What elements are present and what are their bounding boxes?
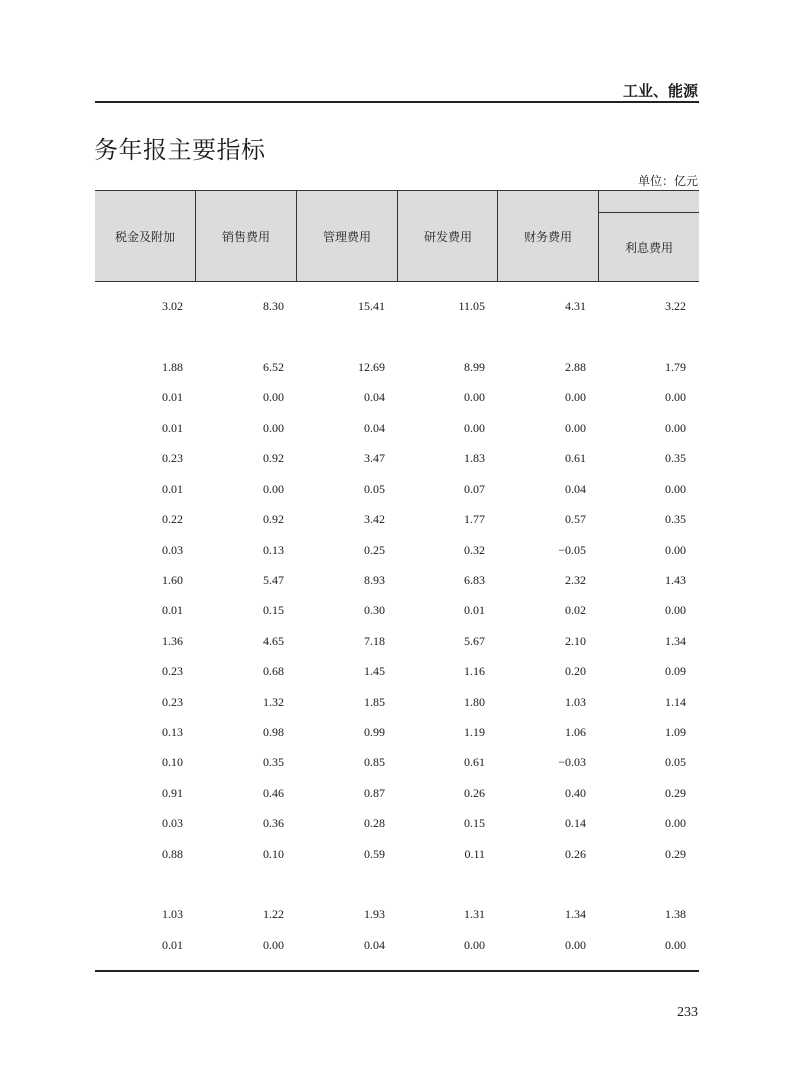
- table-row: [95, 421, 699, 441]
- table-cell: 1.14: [665, 695, 686, 709]
- table-row: [95, 482, 699, 502]
- table-row: [95, 573, 699, 593]
- table-cell: 0.05: [665, 755, 686, 769]
- table-cell: 2.10: [565, 634, 586, 648]
- table-cell: −0.03: [558, 755, 586, 769]
- table-cell: 0.00: [464, 390, 485, 404]
- table-cell: 6.83: [464, 573, 485, 587]
- table-cell: 1.32: [263, 695, 284, 709]
- table-cell: 0.04: [364, 390, 385, 404]
- table-row: [95, 786, 699, 806]
- table-row: [95, 390, 699, 410]
- bottom-rule: [95, 970, 699, 972]
- table-cell: 0.14: [565, 816, 586, 830]
- column-header-financial-expenses: 财务费用: [523, 229, 572, 244]
- page-title: 务年报主要指标: [94, 136, 266, 164]
- table-cell: 0.09: [665, 664, 686, 678]
- table-cell: 1.31: [464, 907, 485, 921]
- table-row: [95, 543, 699, 563]
- table-cell: 0.92: [263, 451, 284, 465]
- table-cell: 0.23: [162, 664, 183, 678]
- table-header: [95, 190, 699, 282]
- table-cell: 1.80: [464, 695, 485, 709]
- table-cell: 12.69: [358, 360, 385, 374]
- table-cell: 0.30: [364, 603, 385, 617]
- table-cell: 0.35: [665, 512, 686, 526]
- table-cell: 0.00: [665, 421, 686, 435]
- table-cell: 0.28: [364, 816, 385, 830]
- table-cell: 0.00: [565, 390, 586, 404]
- column-header-rd-expenses: 研发费用: [423, 229, 472, 244]
- table-cell: 0.10: [263, 847, 284, 861]
- table-row: [95, 664, 699, 684]
- table-cell: 5.67: [464, 634, 485, 648]
- table-cell: 0.46: [263, 786, 284, 800]
- table-cell: 0.01: [162, 938, 183, 952]
- table-cell: 0.01: [162, 482, 183, 496]
- table-cell: 1.85: [364, 695, 385, 709]
- table-row: [95, 451, 699, 471]
- table-cell: 3.42: [364, 512, 385, 526]
- table-cell: 0.00: [565, 938, 586, 952]
- table-cell: 0.00: [263, 482, 284, 496]
- column-header-interest-expenses: 利息费用: [624, 240, 673, 255]
- table-cell: −0.05: [558, 543, 586, 557]
- table-cell: 11.05: [458, 299, 485, 313]
- table-cell: 0.57: [565, 512, 586, 526]
- table-cell: 0.00: [263, 938, 284, 952]
- table-cell: 0.35: [665, 451, 686, 465]
- table-cell: 0.00: [565, 421, 586, 435]
- header-rule: [95, 101, 699, 103]
- table-cell: 1.03: [565, 695, 586, 709]
- table-cell: 0.26: [565, 847, 586, 861]
- table-cell: 0.99: [364, 725, 385, 739]
- table-cell: 1.38: [665, 907, 686, 921]
- column-header-admin-expenses: 管理费用: [322, 229, 371, 244]
- table-cell: 0.00: [665, 816, 686, 830]
- table-cell: 1.16: [464, 664, 485, 678]
- table-cell: 0.87: [364, 786, 385, 800]
- table-cell: 0.00: [263, 390, 284, 404]
- table-cell: 1.36: [162, 634, 183, 648]
- table-cell: 0.04: [565, 482, 586, 496]
- table-cell: 1.93: [364, 907, 385, 921]
- table-cell: 0.01: [162, 603, 183, 617]
- page-number: 233: [677, 1005, 698, 1020]
- table-cell: 3.22: [665, 299, 686, 313]
- section-label: 工业、能源: [622, 82, 698, 100]
- table-row: [95, 360, 699, 380]
- table-cell: 8.93: [364, 573, 385, 587]
- table-cell: 3.47: [364, 451, 385, 465]
- table-cell: 0.29: [665, 786, 686, 800]
- table-row: [95, 816, 699, 836]
- table-cell: 1.06: [565, 725, 586, 739]
- table-row: [95, 634, 699, 654]
- table-cell: 8.99: [464, 360, 485, 374]
- table-cell: 0.22: [162, 512, 183, 526]
- table-cell: 1.19: [464, 725, 485, 739]
- table-cell: 0.29: [665, 847, 686, 861]
- table-cell: 0.00: [665, 938, 686, 952]
- table-cell: 0.00: [665, 482, 686, 496]
- table-cell: 1.43: [665, 573, 686, 587]
- table-cell: 1.83: [464, 451, 485, 465]
- table-cell: 0.20: [565, 664, 586, 678]
- table-row: [95, 755, 699, 775]
- table-cell: 0.68: [263, 664, 284, 678]
- table-cell: 0.00: [665, 390, 686, 404]
- table-cell: 1.88: [162, 360, 183, 374]
- table-cell: 0.00: [464, 421, 485, 435]
- table-cell: 0.01: [464, 603, 485, 617]
- table-cell: 0.03: [162, 543, 183, 557]
- table-cell: 0.98: [263, 725, 284, 739]
- table-cell: 0.00: [263, 421, 284, 435]
- table-cell: 0.05: [364, 482, 385, 496]
- table-cell: 0.11: [464, 847, 485, 861]
- table-row: [95, 938, 699, 958]
- table-cell: 0.07: [464, 482, 485, 496]
- table-cell: 8.30: [263, 299, 284, 313]
- table-cell: 1.45: [364, 664, 385, 678]
- table-row: [95, 603, 699, 623]
- table-cell: 0.00: [665, 603, 686, 617]
- table-cell: 5.47: [263, 573, 284, 587]
- table-cell: 1.22: [263, 907, 284, 921]
- table-cell: 0.32: [464, 543, 485, 557]
- column-header-selling-expenses: 销售费用: [221, 229, 270, 244]
- table-cell: 0.35: [263, 755, 284, 769]
- table-cell: 0.04: [364, 938, 385, 952]
- table-row: [95, 695, 699, 715]
- table-cell: 1.79: [665, 360, 686, 374]
- table-cell: 0.10: [162, 755, 183, 769]
- table-row: [95, 299, 699, 319]
- table-cell: 1.09: [665, 725, 686, 739]
- table-cell: 0.02: [565, 603, 586, 617]
- table-cell: 0.00: [665, 543, 686, 557]
- table-cell: 0.23: [162, 695, 183, 709]
- table-cell: 3.02: [162, 299, 183, 313]
- table-cell: 0.40: [565, 786, 586, 800]
- unit-label: 单位：亿元: [637, 174, 698, 188]
- table-cell: 0.26: [464, 786, 485, 800]
- table-cell: 0.04: [364, 421, 385, 435]
- column-header-taxes: 税金及附加: [114, 229, 175, 244]
- table-cell: 4.65: [263, 634, 284, 648]
- table-cell: 2.32: [565, 573, 586, 587]
- table-cell: 0.23: [162, 451, 183, 465]
- table-cell: 1.34: [665, 634, 686, 648]
- table-cell: 0.61: [464, 755, 485, 769]
- table-cell: 1.34: [565, 907, 586, 921]
- table-cell: 0.13: [263, 543, 284, 557]
- table-cell: 4.31: [565, 299, 586, 313]
- table-row: [95, 847, 699, 867]
- table-cell: 0.85: [364, 755, 385, 769]
- table-cell: 0.88: [162, 847, 183, 861]
- table-cell: 0.15: [263, 603, 284, 617]
- table-cell: 15.41: [358, 299, 385, 313]
- table-cell: 1.60: [162, 573, 183, 587]
- table-cell: 0.03: [162, 816, 183, 830]
- table-cell: 0.25: [364, 543, 385, 557]
- table-row: [95, 512, 699, 532]
- table-cell: 0.61: [565, 451, 586, 465]
- table-cell: 7.18: [364, 634, 385, 648]
- table-cell: 1.03: [162, 907, 183, 921]
- table-cell: 1.77: [464, 512, 485, 526]
- table-cell: 0.01: [162, 390, 183, 404]
- table-row: [95, 907, 699, 927]
- table-cell: 0.01: [162, 421, 183, 435]
- table-cell: 0.59: [364, 847, 385, 861]
- table-cell: 0.92: [263, 512, 284, 526]
- table-cell: 6.52: [263, 360, 284, 374]
- table-cell: 0.13: [162, 725, 183, 739]
- table-cell: 0.15: [464, 816, 485, 830]
- table-cell: 2.88: [565, 360, 586, 374]
- table-cell: 0.00: [464, 938, 485, 952]
- table-cell: 0.91: [162, 786, 183, 800]
- table-cell: 0.36: [263, 816, 284, 830]
- table-row: [95, 725, 699, 745]
